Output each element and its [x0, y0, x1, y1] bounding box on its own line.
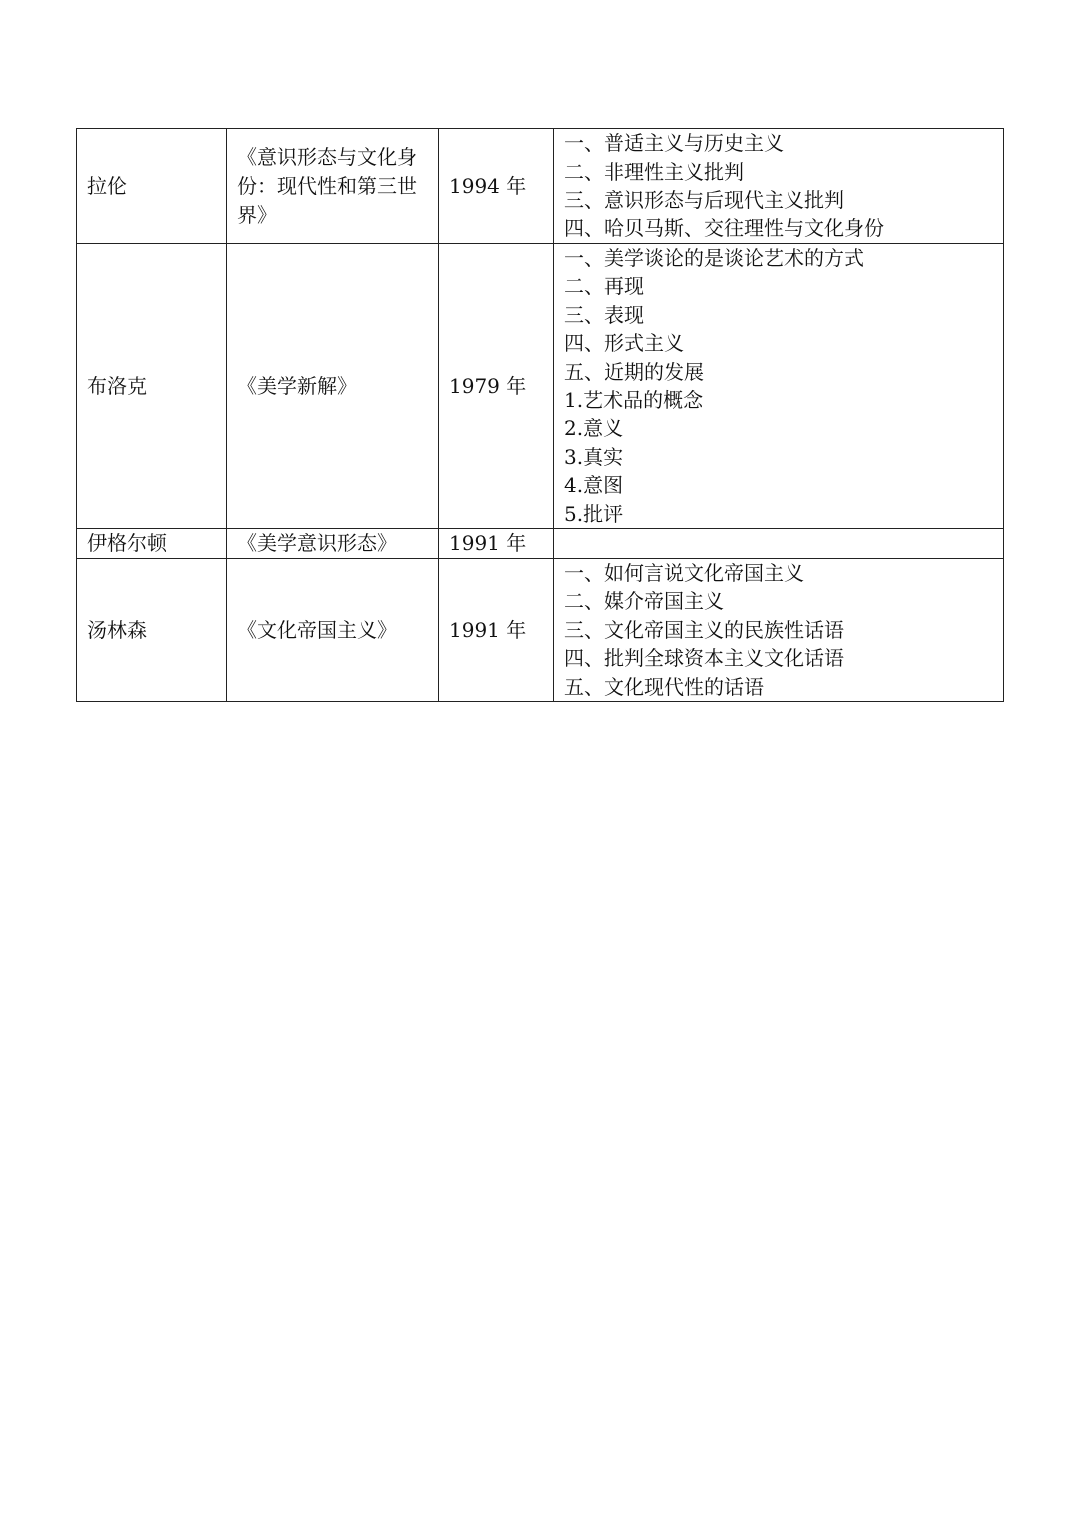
contents-line: 二、再现: [564, 274, 644, 299]
contents-line: 五、近期的发展: [564, 359, 704, 384]
year-cell: 1979 年: [439, 244, 554, 529]
author-cell: 布洛克: [77, 244, 227, 529]
title-cell: [227, 244, 439, 529]
title-cell: [227, 559, 439, 702]
contents-cell: [554, 529, 1004, 559]
book-title: 《美学意识形态》: [237, 531, 397, 556]
year-cell: 1991 年: [439, 529, 554, 559]
table-row: [77, 529, 1004, 559]
contents-line: 三、文化帝国主义的民族性话语: [564, 617, 844, 642]
contents-line: 一、普适主义与历史主义: [564, 131, 784, 156]
contents-cell: [554, 129, 1004, 244]
title-cell: [227, 529, 439, 559]
author-cell: 伊格尔顿: [77, 529, 227, 559]
works-table: [76, 128, 1004, 702]
contents-line: 二、非理性主义批判: [564, 159, 744, 184]
contents-line: 五、文化现代性的话语: [564, 674, 764, 699]
contents-line: 1.艺术品的概念: [564, 388, 704, 413]
contents-cell: [554, 559, 1004, 702]
contents-line: 四、批判全球资本主义文化话语: [564, 646, 844, 671]
year-cell: 1991 年: [439, 559, 554, 702]
contents-line: 3.真实: [564, 444, 624, 469]
table-row: [77, 559, 1004, 702]
contents-line: 三、表现: [564, 302, 644, 327]
book-title: 《文化帝国主义》: [237, 617, 397, 642]
contents-line: 三、意识形态与后现代主义批判: [564, 188, 844, 212]
book-title: 《意识形态与文化身份：现代性和第三世界》: [237, 144, 417, 227]
contents-line: 四、形式主义: [564, 331, 684, 356]
author-cell: 汤林森: [77, 559, 227, 702]
contents-cell: [554, 244, 1004, 529]
table-row: [77, 244, 1004, 529]
contents-line: 4.意图: [564, 473, 624, 498]
contents-line: 一、如何言说文化帝国主义: [564, 561, 804, 586]
contents-line: 二、媒介帝国主义: [564, 589, 724, 614]
author-cell: 拉伦: [77, 129, 227, 244]
book-title: 《美学新解》: [237, 373, 357, 398]
table-row: [77, 129, 1004, 244]
year-cell: 1994 年: [439, 129, 554, 244]
title-cell: [227, 129, 439, 244]
contents-line: 四、哈贝马斯、交往理性与文化身份: [564, 216, 884, 241]
contents-line: 一、美学谈论的是谈论艺术的方式: [564, 246, 864, 270]
contents-line: 2.意义: [564, 416, 624, 441]
contents-line: 5.批评: [564, 501, 624, 526]
